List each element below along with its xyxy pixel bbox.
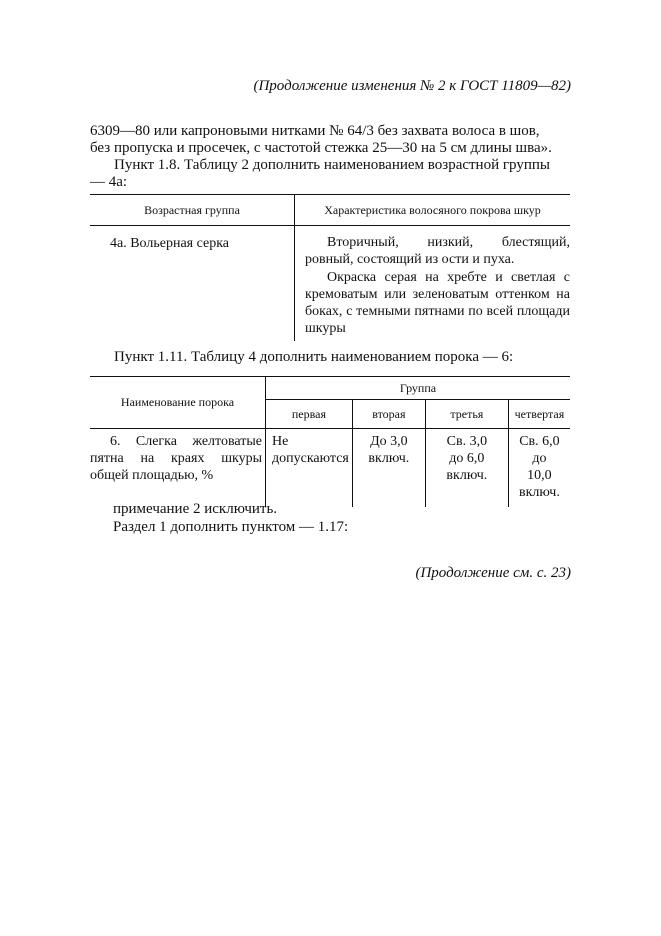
clause-1-11: Пункт 1.11. Таблицу 4 дополнить наименованием порока — 6: bbox=[114, 349, 514, 365]
group-col-3: третья bbox=[425, 400, 508, 429]
group-2-value: До 3,0 включ. bbox=[352, 429, 425, 508]
note-line: примечание 2 исключить. bbox=[113, 501, 278, 517]
group-col-2: вторая bbox=[352, 400, 425, 429]
defect-name-col-header: Наименование порока bbox=[90, 377, 266, 429]
group-4-value: Св. 6,0 до 10,0 включ. bbox=[508, 429, 570, 508]
table-row bbox=[90, 226, 570, 342]
group-header: Группа bbox=[266, 377, 571, 400]
page-footer: (Продолжение см. с. 23) bbox=[415, 565, 571, 581]
clause-1-8-line-1: Пункт 1.8. Таблицу 2 дополнить наименованием возрастной группы bbox=[114, 157, 550, 173]
hair-char-col-header: Характеристика волосяного покрова шкур bbox=[295, 195, 571, 226]
page-header: (Продолжение изменения № 2 к ГОСТ 11809—82) bbox=[253, 78, 571, 94]
age-group-cell: 4а. Вольерная серка bbox=[110, 236, 229, 251]
hair-char-text-2: Окраска серая на хребте и светлая с кремоватым или зеленоватым оттенком на боках, с темными пятнами по всей площади шкуры bbox=[305, 270, 570, 336]
hair-char-cell bbox=[295, 226, 571, 342]
clause-1-8-line-2: — 4а: bbox=[90, 174, 128, 190]
defect-name-cell: 6. Слегка желтоватые пятна на краях шкуры общей площадью, % bbox=[90, 434, 262, 483]
group-1-value: Не допускаются bbox=[266, 429, 353, 508]
group-col-4: четвертая bbox=[508, 400, 570, 429]
hair-char-text-1: Вторичный, низкий, блестящий, ровный, состоящий из ости и пуха. bbox=[305, 235, 570, 267]
age-group-table bbox=[90, 194, 570, 341]
group-3-value: Св. 3,0 до 6,0 включ. bbox=[425, 429, 508, 508]
intro-line-1: 6309—80 или капроновыми нитками № 64/3 без захвата волоса в шов, bbox=[90, 123, 540, 139]
age-group-table-header bbox=[90, 195, 570, 226]
intro-line-2: без пропуска и просечек, с частотой стежка 25—30 на 5 см длины шва». bbox=[90, 140, 552, 156]
defect-table-header-row-1 bbox=[90, 377, 570, 400]
section-line: Раздел 1 дополнить пунктом — 1.17: bbox=[113, 519, 349, 535]
age-group-col-header: Возрастная группа bbox=[90, 195, 295, 226]
defect-table bbox=[90, 376, 570, 507]
group-col-1: первая bbox=[266, 400, 353, 429]
table-row bbox=[90, 429, 570, 508]
